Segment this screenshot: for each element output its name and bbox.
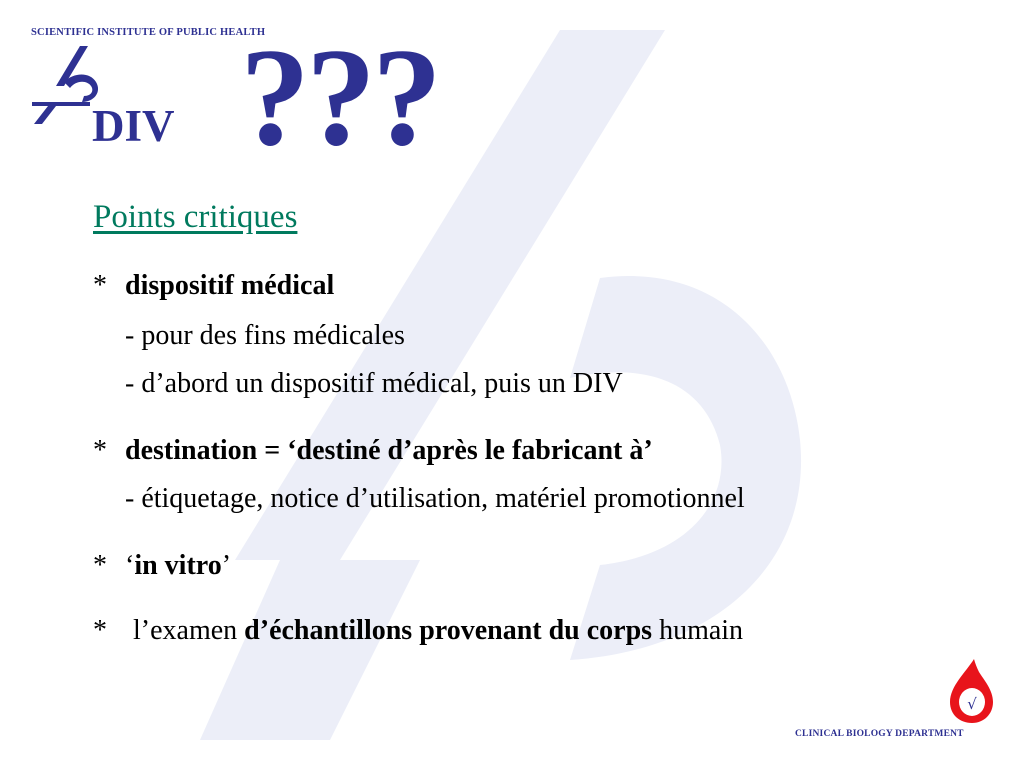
bullet-marker: * xyxy=(93,550,107,581)
question-marks: ??? xyxy=(240,20,438,175)
bullet-item-dispositif xyxy=(93,271,107,302)
quote-close: ’ xyxy=(221,550,232,581)
bullet-item-examen xyxy=(93,616,107,647)
section-title: DIV xyxy=(92,101,175,151)
examen-prefix: l’examen xyxy=(133,615,245,646)
bullet-marker: * xyxy=(93,435,107,466)
bullet-item-destination xyxy=(93,436,107,467)
bullet-title-text: dispositif médical xyxy=(125,270,335,301)
page-title: Points critiques xyxy=(93,199,298,235)
check-mark-icon: √ xyxy=(967,695,977,713)
blood-drop-icon xyxy=(946,658,996,724)
bullet-title-text: destination = ‘destiné d’après le fabricant à’ xyxy=(125,435,653,466)
sub-item-etiquetage: - étiquetage, notice d’utilisation, matériel promotionnel xyxy=(125,483,745,514)
bullet-title-destination xyxy=(125,436,653,467)
bullet-text-examen xyxy=(133,616,743,647)
bullet-title-dispositif xyxy=(125,271,334,302)
department-name: CLINICAL BIOLOGY DEPARTMENT xyxy=(795,729,964,739)
bullet-title-text: in vitro xyxy=(134,550,222,581)
bullet-item-in-vitro xyxy=(93,551,107,582)
examen-bold: d’échantillons provenant du corps xyxy=(244,615,653,646)
bullet-title-in-vitro xyxy=(125,551,231,582)
bullet-marker: * xyxy=(93,270,107,301)
sub-item-dispositif-puis-div: - d’abord un dispositif médical, puis un DIV xyxy=(125,368,623,399)
quote-open: ‘ xyxy=(125,550,135,581)
examen-suffix: humain xyxy=(652,615,744,646)
institute-name: SCIENTIFIC INSTITUTE OF PUBLIC HEALTH xyxy=(31,27,266,38)
sub-item-fins-medicales: - pour des fins médicales xyxy=(125,320,405,351)
bullet-marker: * xyxy=(93,615,107,646)
